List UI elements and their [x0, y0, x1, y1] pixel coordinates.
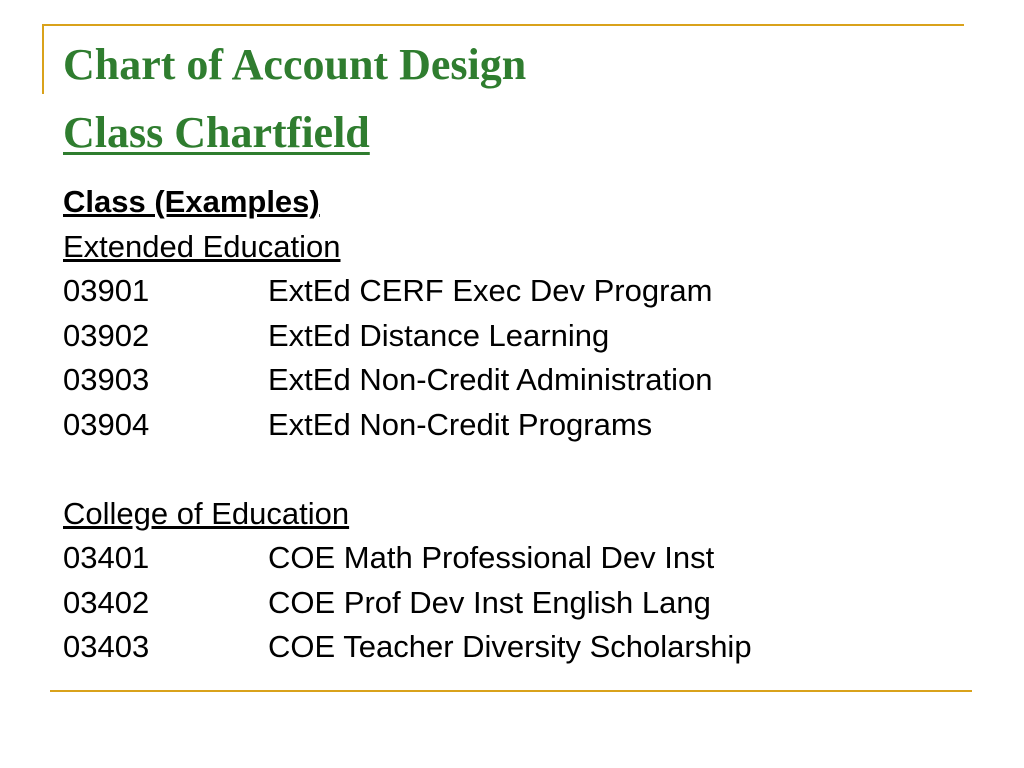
class-row	[63, 269, 963, 314]
class-description: ExtEd Distance Learning	[268, 317, 610, 353]
class-description: COE Math Professional Dev Inst	[268, 540, 715, 575]
section-extended-education	[63, 225, 963, 448]
class-row	[63, 536, 963, 581]
class-description: ExtEd CERF Exec Dev Program	[268, 273, 713, 308]
section-college-of-education	[63, 492, 963, 670]
section-spacer	[63, 447, 963, 492]
class-code: 03402	[63, 584, 150, 620]
slide-body	[63, 180, 963, 670]
class-row	[63, 625, 963, 670]
slide-frame-bottom-line	[50, 690, 972, 692]
class-description: COE Teacher Diversity Scholarship	[268, 629, 752, 664]
slide-frame-top-line	[42, 24, 964, 26]
class-description: ExtEd Non-Credit Administration	[268, 362, 713, 397]
class-code: 03902	[63, 317, 150, 353]
slide-title: Chart of Account Design	[63, 40, 527, 89]
class-row	[63, 314, 963, 359]
section-title: Extended Education	[63, 228, 341, 264]
class-row	[63, 403, 963, 448]
class-code: 03901	[63, 273, 150, 308]
class-description: COE Prof Dev Inst English Lang	[268, 584, 711, 620]
class-examples-heading: Class (Examples)	[63, 184, 320, 219]
slide-subtitle: Class Chartfield	[63, 108, 370, 157]
class-code: 03403	[63, 629, 150, 664]
class-code: 03904	[63, 406, 150, 442]
class-code: 03903	[63, 362, 150, 397]
class-description: ExtEd Non-Credit Programs	[268, 406, 653, 442]
class-row	[63, 581, 963, 626]
class-code: 03401	[63, 540, 150, 575]
slide-frame-left-line	[42, 24, 44, 94]
section-title: College of Education	[63, 495, 350, 531]
class-row	[63, 358, 963, 403]
